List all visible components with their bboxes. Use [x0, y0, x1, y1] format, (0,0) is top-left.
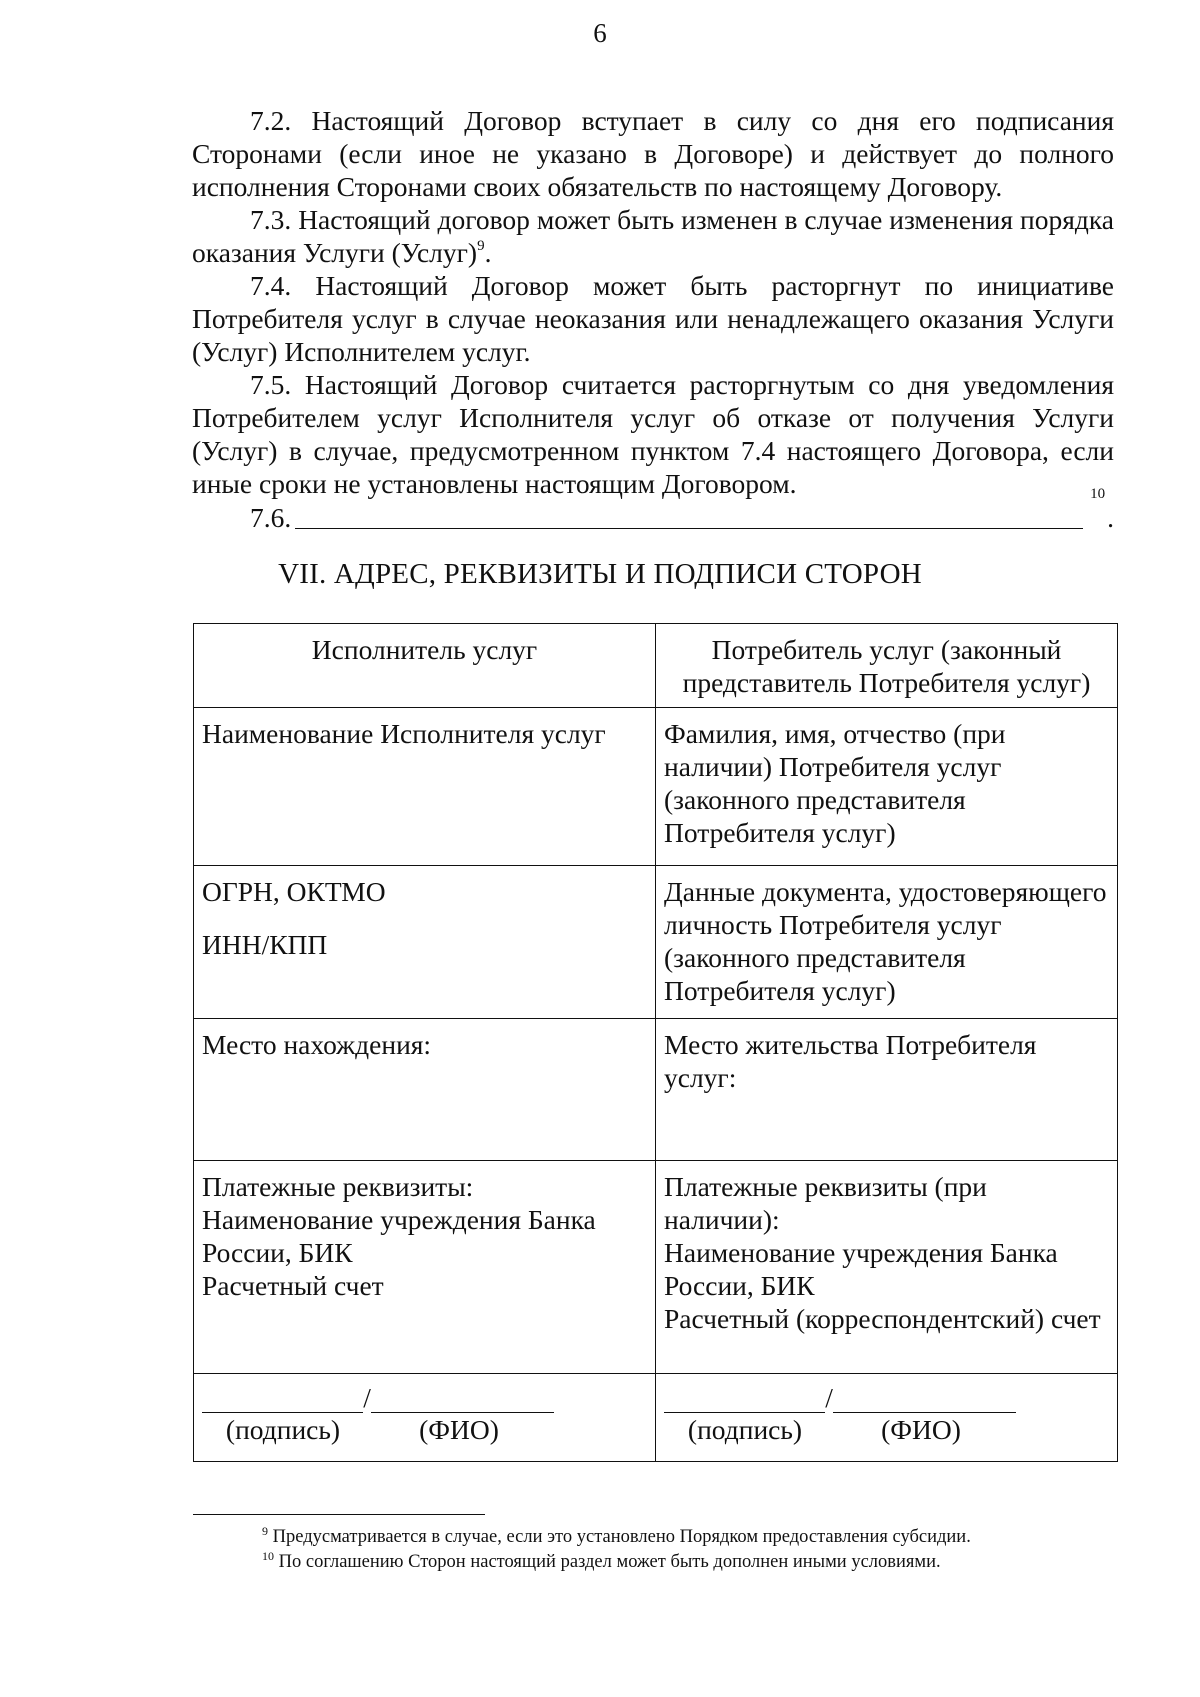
clause-text: 7.3. Настоящий договор может быть изменен в случае изменения порядка оказания Услуги (Услуг)	[192, 204, 1114, 268]
footnote-text: Предусматривается в случае, если это установлено Порядком предоставления субсидии.	[272, 1527, 971, 1547]
name-caption: (ФИО)	[419, 1414, 499, 1445]
signature-line[interactable]	[664, 1383, 1016, 1413]
clause-7-2	[192, 104, 1114, 203]
executor-bank-cell	[194, 1161, 656, 1374]
executor-name-cell: Наименование Исполнителя услуг	[194, 708, 656, 866]
clause-number: 7.6.	[250, 502, 292, 533]
clause-text: 7.2. Настоящий Договор вступает в силу со дня его подписания Сторонами (если иное не указано в Договоре) и действует до полного исполнения Сторонами своих обязательств по настоящему Договору.	[192, 105, 1114, 202]
name-blank[interactable]	[371, 1382, 554, 1413]
table-row	[194, 708, 1118, 866]
consumer-name-cell: Фамилия, имя, отчество (при наличии) Потребителя услуг (законного представителя Потребителя услуг)	[656, 708, 1118, 866]
footnote-mark: 9	[262, 1524, 268, 1538]
footnotes	[262, 1525, 1122, 1575]
signature-row	[194, 1374, 1118, 1462]
contract-clauses	[192, 104, 1114, 534]
bank-line: Наименование учреждения Банка России, БИК	[664, 1237, 1058, 1301]
page-number: 6	[593, 18, 607, 48]
requisites-table	[193, 623, 1118, 1462]
bank-line: Расчетный (корреспондентский) счет	[664, 1303, 1101, 1334]
signature-line[interactable]	[202, 1383, 554, 1413]
header-consumer: Потребитель услуг (законный представитель Потребителя услуг)	[656, 624, 1118, 708]
signature-caption: (подпись)	[687, 1414, 803, 1445]
signature-caption: (подпись)	[225, 1414, 341, 1445]
table-row	[194, 1019, 1118, 1161]
consumer-bank-cell	[656, 1161, 1118, 1374]
footnote-mark: 10	[262, 1549, 274, 1563]
clause-7-4	[192, 269, 1114, 368]
bank-line: Наименование учреждения Банка России, БИК	[202, 1204, 596, 1268]
signature-blank[interactable]	[202, 1382, 363, 1413]
footnote-divider	[193, 1514, 485, 1515]
bank-line: Платежные реквизиты (при наличии):	[664, 1171, 987, 1235]
clause-tail: .	[484, 237, 492, 268]
consumer-signature-cell	[656, 1374, 1118, 1462]
blank-fill-line[interactable]: 10	[295, 500, 1083, 529]
table-row	[194, 866, 1118, 1019]
section-title: VII. АДРЕС, РЕКВИЗИТЫ И ПОДПИСИ СТОРОН	[278, 558, 922, 590]
bank-line: Платежные реквизиты:	[202, 1171, 474, 1202]
bank-line: Расчетный счет	[202, 1270, 384, 1301]
signature-captions	[664, 1413, 1016, 1446]
clause-text: 7.4. Настоящий Договор может быть расторгнут по инициативе Потребителя услуг в случае неоказания или ненадлежащего оказания Услуги (Услуг) Исполнителем услуг.	[192, 270, 1114, 367]
clause-7-6	[192, 486, 1114, 534]
clause-7-5	[192, 368, 1114, 500]
clause-text: 7.5. Настоящий Договор считается расторгнутым со дня уведомления Потребителем услуг Исполнителя услуг об отказе от получения Услуги (Услуг) в случае, предусмотренном пунктом 7.4 настоящего Договора, если иные сроки не установлены настоящим Договором.	[192, 369, 1114, 499]
consumer-id-document-cell: Данные документа, удостоверяющего личность Потребителя услуг (законного представителя Потребителя услуг)	[656, 866, 1118, 1019]
inn-kpp-label: ИНН/КПП	[202, 929, 328, 960]
name-caption: (ФИО)	[881, 1414, 961, 1445]
signature-slash: /	[363, 1382, 371, 1413]
executor-ids-cell	[194, 866, 656, 1019]
signature-captions	[202, 1413, 554, 1446]
executor-signature-cell	[194, 1374, 656, 1462]
table-row	[194, 1161, 1118, 1374]
name-blank[interactable]	[833, 1382, 1016, 1413]
signature-blank[interactable]	[664, 1382, 825, 1413]
consumer-residence-cell: Место жительства Потребителя услуг:	[656, 1019, 1118, 1161]
footnote-text: По соглашению Сторон настоящий раздел может быть дополнен иными условиями.	[278, 1552, 941, 1572]
executor-location-cell: Место нахождения:	[194, 1019, 656, 1161]
table-header-row	[194, 624, 1118, 708]
footnote-item	[262, 1550, 1122, 1575]
header-executor: Исполнитель услуг	[194, 624, 656, 708]
footnote-ref[interactable]: 9	[477, 238, 485, 254]
clause-7-3	[192, 203, 1114, 269]
signature-slash: /	[825, 1382, 833, 1413]
ogrn-oktmo-label: ОГРН, ОКТМО	[202, 876, 386, 907]
clause-tail: .	[1107, 502, 1114, 533]
footnote-item	[262, 1525, 1122, 1550]
